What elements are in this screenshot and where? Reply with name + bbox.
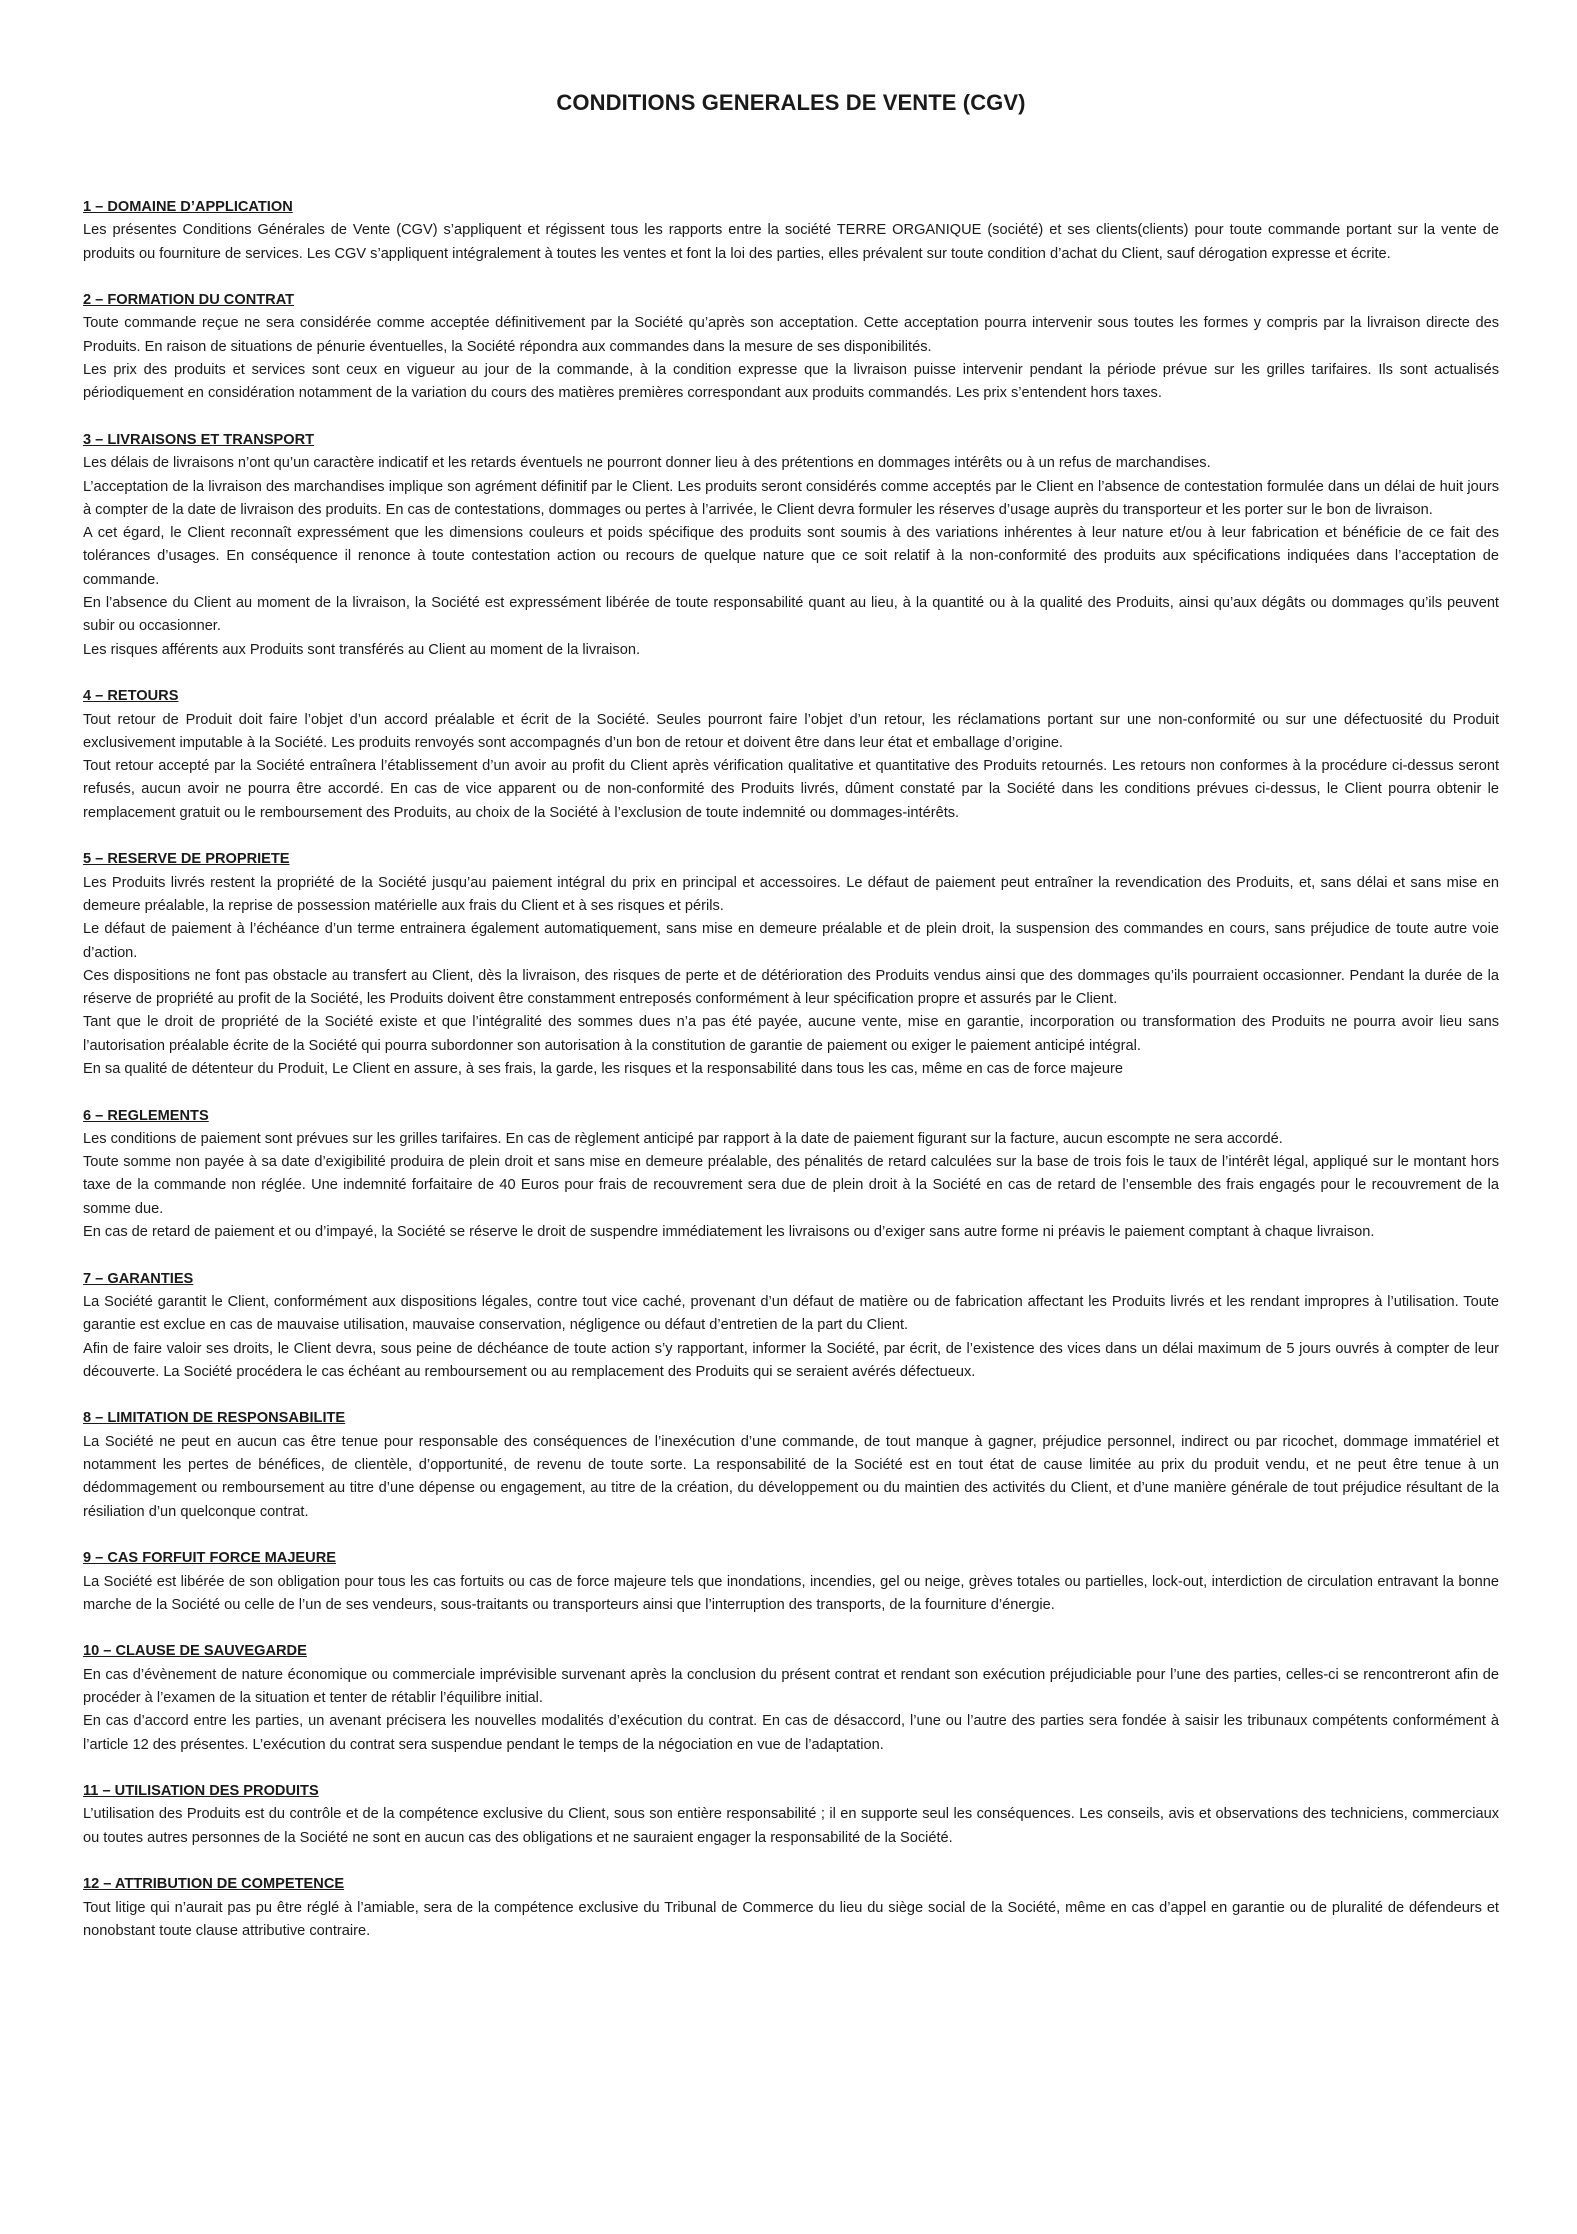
section-paragraph: Ces dispositions ne font pas obstacle au transfert au Client, dès la livraison, des risques de perte et de détérioration des Produits vendus ainsi que des dommages qu’ils pourraient occasionner. Pendant la durée de la réserve de propriété au profit de la Société, les Produits doivent être constamment entreposés conformément à leur spécification propre et assurés par le Client. xyxy=(83,967,1499,1008)
section-3 xyxy=(83,429,1499,662)
section-paragraph: Tant que le droit de propriété de la Société existe et que l’intégralité des sommes dues n’a pas été payée, aucune vente, mise en garantie, incorporation ou transformation des Produits ne pourra avoir lieu sans l’autorisation préalable écrite de la Société qui pourra subordonner son autorisation à la constitution de garantie de paiement ou exiger le paiement anticipé intégral. xyxy=(83,1014,1499,1054)
section-7 xyxy=(83,1268,1499,1384)
section-paragraph: Les délais de livraisons n’ont qu’un caractère indicatif et les retards éventuels ne pourront donner lieu à des prétentions en dommages intérêts ou à un refus de marchandises. xyxy=(83,455,1211,472)
section-paragraph: Les présentes Conditions Générales de Vente (CGV) s’appliquent et régissent tous les rapports entre la société TERRE ORGANIQUE (société) et ses clients(clients) pour toute commande portant sur la vente de produits ou fourniture de services. Les CGV s’appliquent intégralement à toutes les ventes et font la loi des parties, elles prévalent sur toute condition d’achat du Client, sauf dérogation expresse et écrite. xyxy=(83,222,1499,262)
section-paragraph: Toute commande reçue ne sera considérée comme acceptée définitivement par la Société qu’après son acceptation. Cette acceptation pourra intervenir sous toutes les formes y compris par la livraison directe des Produits. En raison de situations de pénurie éventuelles, la Société répondra aux commandes dans la mesure de ses disponibilités. xyxy=(83,315,1499,355)
section-heading: 9 – CAS FORFUIT FORCE MAJEURE xyxy=(83,1550,336,1567)
section-4 xyxy=(83,685,1499,825)
section-paragraph: En cas de retard de paiement et ou d’impayé, la Société se réserve le droit de suspendre immédiatement les livraisons ou d’exiger sans autre forme ni préavis le paiement comptant à chaque livraison. xyxy=(83,1224,1375,1241)
section-1 xyxy=(83,196,1499,266)
section-heading: 11 – UTILISATION DES PRODUITS xyxy=(83,1783,319,1800)
section-paragraph: Le défaut de paiement à l’échéance d’un terme entrainera également automatiquement, sans mise en demeure préalable et de plein droit, la suspension des commandes en cours, sans préjudice de toute autre voie d’action. xyxy=(83,921,1499,961)
section-paragraph: La Société ne peut en aucun cas être tenue pour responsable des conséquences de l’inexécution d’une commande, de tout manque à gagner, préjudice personnel, indirect ou par ricochet, dommage immatériel et notamment les pertes de bénéfices, de clientèle, d’opportunité, de revenu de toute sorte. La responsabilité de la Société est en tout état de cause limitée au prix du produit vendu, et ne peut être tenue à un dédommagement ou remboursement au titre d’une dépense ou engagement, au titre de la création, du développement ou du maintien des activités du Client, et d’une manière générale de tout préjudice résultant de la résiliation d’un quelconque contrat. xyxy=(83,1433,1499,1520)
section-paragraph: En cas d’évènement de nature économique ou commerciale imprévisible survenant après la conclusion du présent contrat et rendant son exécution préjudiciable pour l’une des parties, celles-ci se rencontreront afin de procéder à l’examen de la situation et tenter de rétablir l’équilibre initial. xyxy=(83,1666,1499,1706)
section-heading: 8 – LIMITATION DE RESPONSABILITE xyxy=(83,1410,346,1427)
section-paragraph: En cas d’accord entre les parties, un avenant précisera les nouvelles modalités d’exécution du contrat. En cas de désaccord, l’une ou l’autre des parties sera fondée à saisir les tribunaux compétents conformément à l’article 12 des présentes. L’exécution du contrat sera suspendue pendant le temps de la négociation en vue de l’adaptation. xyxy=(83,1713,1499,1753)
section-8 xyxy=(83,1407,1499,1523)
section-paragraph: Toute somme non payée à sa date d’exigibilité produira de plein droit et sans mise en demeure préalable, des pénalités de retard calculées sur la base de trois fois le taux de l’intérêt légal, appliqué sur le montant hors taxe de la commande non réglée. Une indemnité forfaitaire de 40 Euros pour frais de recouvrement sera due de plein droit à la Société en cas de retard de l’ensemble des frais engagés pour le recouvrement de la somme due. xyxy=(83,1154,1499,1217)
section-6 xyxy=(83,1105,1499,1245)
section-paragraph: Les conditions de paiement sont prévues sur les grilles tarifaires. En cas de règlement anticipé par rapport à la date de paiement figurant sur la facture, aucun escompte ne sera accordé. xyxy=(83,1130,1283,1147)
sections-container xyxy=(83,196,1499,1943)
section-heading: 4 – RETOURS xyxy=(83,688,179,705)
document-page xyxy=(83,88,1499,1967)
section-heading: 12 – ATTRIBUTION DE COMPETENCE xyxy=(83,1876,345,1893)
section-paragraph: Tout litige qui n’aurait pas pu être réglé à l’amiable, sera de la compétence exclusive du Tribunal de Commerce du lieu du siège social de la Société, même en cas d’appel en garantie ou de pluralité de défendeurs et nonobstant toute clause attributive contraire. xyxy=(83,1899,1499,1939)
section-10 xyxy=(83,1640,1499,1756)
section-paragraph: Tout retour de Produit doit faire l’objet d’un accord préalable et écrit de la Société. Seules pourront faire l’objet d’un retour, les réclamations portant sur une non-conformité ou sur une défectuosité du Produit exclusivement imputable à la Société. Les produits renvoyés sont accompagnés d’un bon de retour et doivent être dans leur état et emballage d’origine. xyxy=(83,711,1499,751)
section-paragraph: La Société est libérée de son obligation pour tous les cas fortuits ou cas de force majeure tels que inondations, incendies, gel ou neige, grèves totales ou partielles, lock-out, interdiction de circulation entravant la bonne marche de la Société ou celle de l’un de ses vendeurs, sous-traitants ou transporteurs ainsi que l’interruption des transports, de la fourniture d’énergie. xyxy=(83,1573,1499,1613)
section-paragraph: La Société garantit le Client, conformément aux dispositions légales, contre tout vice caché, provenant d’un défaut de matière ou de fabrication affectant les Produits livrés et les rendant impropres à l’utilisation. Toute garantie est exclue en cas de mauvaise utilisation, mauvaise conservation, négligence ou défaut d’entretien de la part du Client. xyxy=(83,1293,1499,1334)
section-paragraph: Les Produits livrés restent la propriété de la Société jusqu’au paiement intégral du prix en principal et accessoires. Le défaut de paiement peut entraîner la revendication des Produits, et, sans délai et sans mise en demeure préalable, la reprise de possession matérielle aux frais du Client et à ses risques et périls. xyxy=(83,874,1499,914)
section-paragraph: Les risques afférents aux Produits sont transférés au Client au moment de la livraison. xyxy=(83,641,641,658)
section-heading: 5 – RESERVE DE PROPRIETE xyxy=(83,851,290,868)
section-paragraph: L’utilisation des Produits est du contrôle et de la compétence exclusive du Client, sous son entière responsabilité ; il en supporte seul les conséquences. Les conseils, avis et observations des techniciens, commerciaux ou toutes autres personnes de la Société ne sont en aucun cas des obligations et ne sauraient engager la responsabilité de la Société. xyxy=(83,1806,1499,1846)
section-heading: 2 – FORMATION DU CONTRAT xyxy=(83,292,295,309)
section-heading: 1 – DOMAINE D’APPLICATION xyxy=(83,199,293,215)
section-paragraph: A cet égard, le Client reconnaît expressément que les dimensions couleurs et poids spécifique des produits sont soumis à des variations inhérentes à leur nature et/ou à leur fabrication et bénéficie de ce fait des tolérances d’usages. En conséquence il renonce à toute contestation action ou recours de quelque nature que ce soit relatif à la non-conformité des produits aux spécifications indiquées dans l’acceptation de commande. xyxy=(83,525,1499,588)
document-title: CONDITIONS GENERALES DE VENTE (CGV) xyxy=(556,90,1026,115)
section-paragraph: L’acceptation de la livraison des marchandises implique son agrément définitif par le Client. Les produits seront considérés comme acceptés par le Client en l’absence de contestation formulée dans un délai de huit jours à compter de la date de livraison des produits. En cas de contestations, dommages ou pertes à l’arrivée, le Client devra formuler les réserves d’usage auprès du transporteur et les porter sur le bon de livraison. xyxy=(83,478,1499,518)
section-2 xyxy=(83,289,1499,405)
section-paragraph: En sa qualité de détenteur du Produit, Le Client en assure, à ses frais, la garde, les risques et la responsabilité dans tous les cas, même en cas de force majeure xyxy=(83,1060,1123,1077)
section-heading: 6 – REGLEMENTS xyxy=(83,1107,209,1124)
section-11 xyxy=(83,1780,1499,1850)
section-paragraph: Les prix des produits et services sont ceux en vigueur au jour de la commande, à la condition expresse que la livraison puisse intervenir pendant la période prévue sur les grilles tarifaires. Ils sont actualisés périodiquement en considération notamment de la variation du cours des matières premières correspondant aux produits commandés. Les prix s’entendent hors taxes. xyxy=(83,362,1499,402)
section-9 xyxy=(83,1547,1499,1617)
section-12 xyxy=(83,1873,1499,1943)
section-paragraph: Tout retour accepté par la Société entraînera l’établissement d’un avoir au profit du Client après vérification qualitative et quantitative des Produits retournés. Les retours non conformes à la procédure ci-dessus seront refusés, aucun avoir ne pourra être accordé. En cas de vice apparent ou de non-conformité des Produits livrés, dûment constaté par la Société dans les conditions prévues ci-dessus, le Client pourra obtenir le remplacement gratuit ou le remboursement des Produits, au choix de la Société à l’exclusion de toute indemnité ou dommages-intérêts. xyxy=(83,758,1499,821)
section-heading: 10 – CLAUSE DE SAUVEGARDE xyxy=(83,1643,307,1660)
section-paragraph: Afin de faire valoir ses droits, le Client devra, sous peine de déchéance de toute action s’y rapportant, informer la Société, par écrit, de l’existence des vices dans un délai maximum de 5 jours ouvrés à compter de leur découverte. La Société procédera le cas échéant au remboursement ou au remplacement des Produits qui se seraient avérés défectueux. xyxy=(83,1340,1499,1380)
section-heading: 3 – LIVRAISONS ET TRANSPORT xyxy=(83,431,315,448)
section-paragraph: En l’absence du Client au moment de la livraison, la Société est expressément libérée de toute responsabilité quant au lieu, à la quantité ou à la qualité des Produits, ainsi qu’aux dégâts ou dommages qu’ils peuvent subir ou occasionner. xyxy=(83,595,1499,635)
section-heading: 7 – GARANTIES xyxy=(83,1270,194,1287)
section-5 xyxy=(83,848,1499,1081)
